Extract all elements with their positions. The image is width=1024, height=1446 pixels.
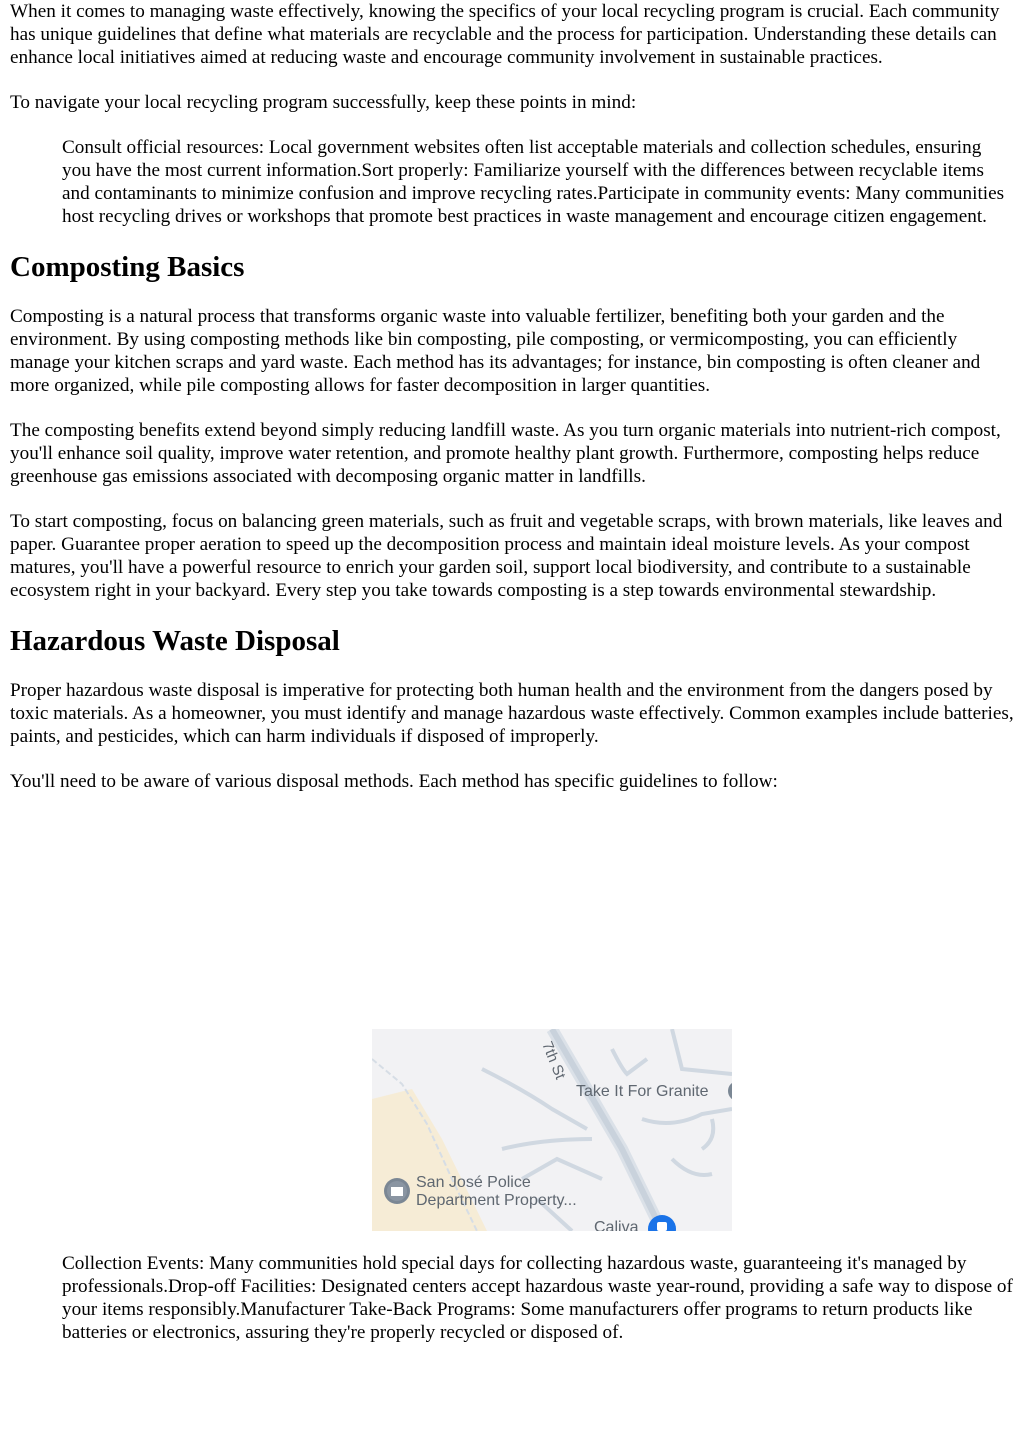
- map-place-caliva[interactable]: Caliva: [594, 1219, 639, 1231]
- recycling-tips-text: Consult official resources: Local government websites often list acceptable materials and collection schedules, ensuring you have the most current information.Sort properly: Familiarize yourself with the differences between recyclable items and contaminants to minimize confusion and improve recycling rates.Participate in community events: Many communities host recycling drives or workshops that promote best practices in waste management and encourage citizen engagement.: [62, 137, 1005, 227]
- map-place-police-line1[interactable]: San José Police: [416, 1174, 531, 1191]
- disposal-methods-quote: [62, 1252, 1018, 1344]
- hazardous-heading: Hazardous Waste Disposal: [10, 625, 340, 657]
- map-place-granite[interactable]: Take It For Granite: [576, 1083, 709, 1100]
- composting-heading: Composting Basics: [10, 251, 245, 283]
- recycling-tips-quote: [62, 136, 1014, 228]
- map-street-label: 7th St: [538, 1039, 569, 1082]
- hazardous-paragraph-2: You'll need to be aware of various disposal methods. Each method has specific guidelines to follow:: [10, 771, 778, 792]
- composting-paragraph-1: Composting is a natural process that transforms organic waste into valuable fertilizer, benefiting both your garden and the environment. By using composting methods like bin composting, pile composting, or vermicomposting, you can efficiently manage your kitchen scraps and yard waste. Each method has its advantages; for instance, bin composting is often cleaner and more organized, while pile composting allows for faster decomposition in larger quantities.: [10, 306, 981, 396]
- map-place-police-line2[interactable]: Department Property...: [416, 1192, 577, 1209]
- composting-paragraph-3: To start composting, focus on balancing green materials, such as fruit and vegetable scraps, with brown materials, like leaves and paper. Guarantee proper aeration to speed up the decomposition process and maintain ideal moisture levels. As your compost matures, you'll have a powerful resource to enrich your garden soil, support local biodiversity, and contribute to a sustainable ecosystem right in your backyard. Every step you take towards composting is a step towards environmental stewardship.: [10, 511, 1003, 601]
- disposal-methods-text: Collection Events: Many communities hold special days for collecting hazardous waste, guaranteeing it's managed by professionals.Drop-off Facilities: Designated centers accept hazardous waste year-round, providing a safe way to dispose of your items responsibly.Manufacturer Take-Back Programs: Some manufacturers offer programs to return products like batteries or electronics, assuring they're properly recycled or disposed of.: [62, 1253, 1013, 1343]
- composting-paragraph-2: The composting benefits extend beyond simply reducing landfill waste. As you turn organic materials into nutrient-rich compost, you'll enhance soil quality, improve water retention, and promote healthy plant growth. Furthermore, composting helps reduce greenhouse gas emissions associated with decomposing organic matter in landfills.: [10, 420, 1001, 487]
- embedded-map[interactable]: [372, 1029, 732, 1231]
- intro-paragraph: When it comes to managing waste effectively, knowing the specifics of your local recycling program is crucial. Each community has unique guidelines that define what materials are recyclable and the process for participation. Understanding these details can enhance local initiatives aimed at reducing waste and encourage community involvement in sustainable practices.: [10, 1, 1000, 68]
- recycling-tips-lead: To navigate your local recycling program successfully, keep these points in mind:: [10, 92, 637, 113]
- police-pin-icon: [384, 1178, 410, 1204]
- hazardous-paragraph-1: Proper hazardous waste disposal is imperative for protecting both human health and the environment from the dangers posed by toxic materials. As a homeowner, you must identify and manage hazardous waste effectively. Common examples include batteries, paints, and pesticides, which can harm individuals if disposed of improperly.: [10, 680, 1014, 747]
